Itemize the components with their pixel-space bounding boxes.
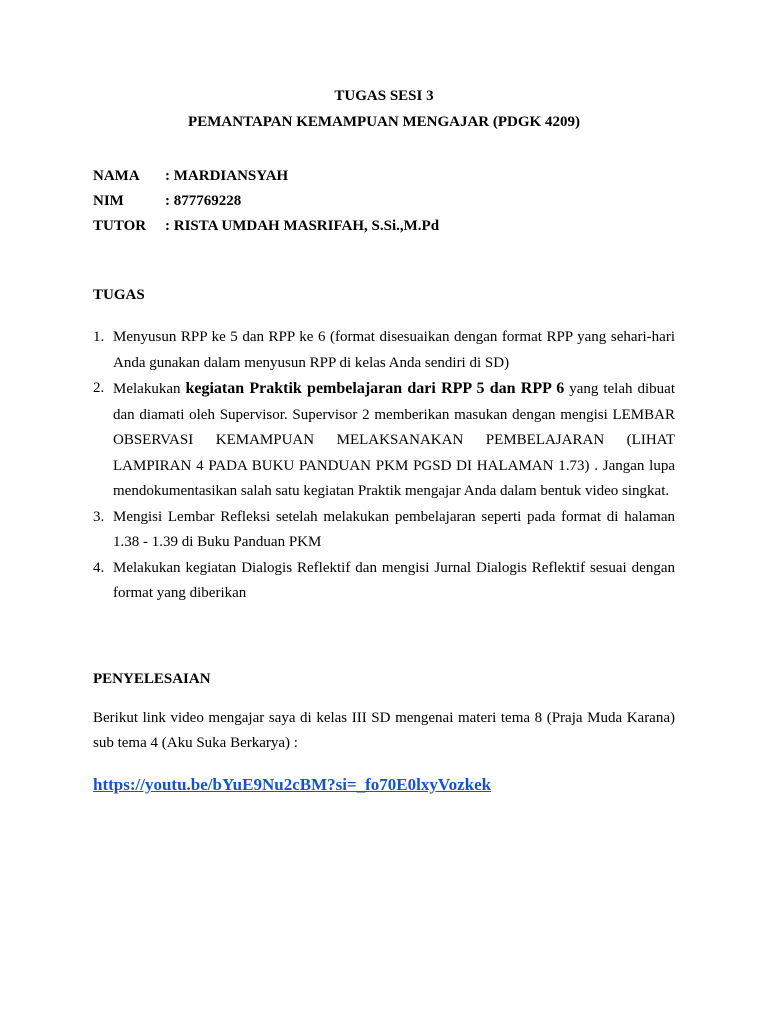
video-link[interactable]: https://youtu.be/bYuE9Nu2cBM?si=_fo70E0lxyVozkek xyxy=(93,774,492,794)
solution-heading: PENYELESAIAN xyxy=(93,670,211,687)
identity-value: : RISTA UMDAH MASRIFAH, S.Si.,M.Pd xyxy=(165,218,440,234)
list-text: Melakukan kegiatan Dialogis Reflektif dan mengisi Jurnal Dialogis Reflektif sesuai dengan format yang diberikan xyxy=(113,559,675,601)
identity-row-nim xyxy=(93,189,675,214)
identity-key: NIM xyxy=(93,193,124,209)
tasks-list xyxy=(93,325,675,607)
identity-row-tutor xyxy=(93,214,675,239)
list-item xyxy=(93,505,675,556)
list-text: Mengisi Lembar Refleksi setelah melakukan pembelajaran seperti pada format di halaman 1.38 - 1.39 di Buku Panduan PKM xyxy=(113,508,675,550)
identity-value: : 877769228 xyxy=(165,193,242,209)
list-text xyxy=(113,376,675,505)
identity-row-nama xyxy=(93,164,675,189)
list-item xyxy=(93,376,675,505)
list-item xyxy=(93,325,675,376)
identity-block xyxy=(93,164,675,239)
list-text-post: yang telah dibuat dan diamati oleh Supervisor. Supervisor 2 memberikan masukan dengan mengisi LEMBAR OBSERVASI KEMAMPUAN MELAKSANAKAN PEMBELAJARAN (LIHAT LAMPIRAN 4 PADA BUKU PANDUAN PKM PGSD DI HALAMAN 1.73) . Jangan lupa mendokumentasikan salah satu kegiatan Praktik mengajar Anda dalam bentuk video singkat. xyxy=(113,381,675,499)
list-text: Menyusun RPP ke 5 dan RPP ke 6 (format disesuaikan dengan format RPP yang sehari-hari Anda gunakan dalam menyusun RPP di kelas Anda sendiri di SD) xyxy=(113,329,675,371)
list-number: 1. xyxy=(93,329,105,345)
identity-key: NAMA xyxy=(93,168,140,184)
list-item xyxy=(93,556,675,607)
tasks-heading: TUGAS xyxy=(93,287,145,303)
document-title: TUGAS SESI 3 xyxy=(334,88,434,104)
identity-value: : MARDIANSYAH xyxy=(165,168,289,184)
list-number: 2. xyxy=(93,380,105,396)
list-text-bold: kegiatan Praktik pembelajaran dari RPP 5 dan RPP 6 xyxy=(185,380,565,397)
list-text-pre: Melakukan xyxy=(113,381,186,397)
document-subtitle: PEMANTAPAN KEMAMPUAN MENGAJAR (PDGK 4209) xyxy=(188,114,580,130)
document-page xyxy=(93,86,675,795)
list-number: 3. xyxy=(93,508,105,525)
list-number: 4. xyxy=(93,559,105,576)
identity-key: TUTOR xyxy=(93,218,147,234)
solution-paragraph: Berikut link video mengajar saya di kelas III SD mengenai materi tema 8 (Praja Muda Karana) sub tema 4 (Aku Suka Berkarya) : xyxy=(93,709,675,751)
